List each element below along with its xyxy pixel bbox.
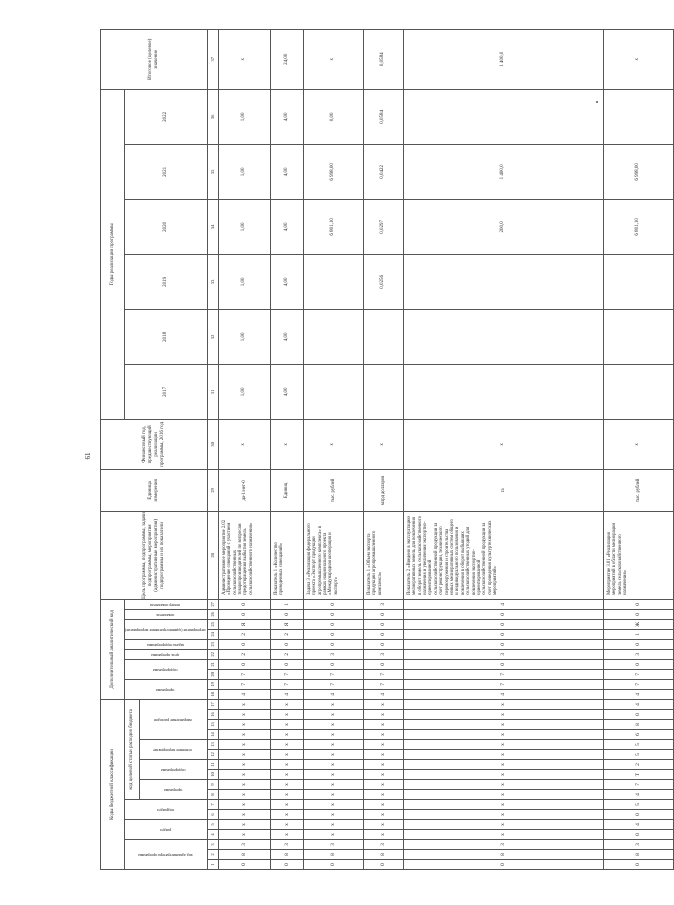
indicator-header: показатель	[125, 609, 208, 619]
code-cell: 7	[218, 679, 270, 689]
column-index-cell: 32	[207, 309, 218, 364]
year-value-cell: 0,0256	[363, 254, 403, 309]
code-cell: x	[303, 810, 363, 820]
code-cell: 0	[363, 619, 403, 629]
fin-year-cell: x	[270, 419, 303, 469]
code-cell: x	[218, 699, 270, 709]
code-cell: 2	[270, 649, 303, 659]
code-cell: 4	[303, 689, 363, 699]
code-cell: x	[270, 820, 303, 830]
code-cell: x	[270, 699, 303, 709]
year-value-cell: 6 998,00	[303, 144, 363, 199]
code-cell: x	[218, 770, 270, 780]
column-index-cell: 6	[207, 810, 218, 820]
code-cell: x	[303, 710, 363, 720]
table-row	[603, 29, 673, 869]
year-value-cell: 4,00	[270, 364, 303, 419]
code-cell: 4	[603, 689, 673, 699]
code-cell: 3	[218, 840, 270, 850]
code-cell: 0	[403, 639, 603, 649]
unit-cell: да-1/нет-0	[218, 469, 270, 511]
column-index-cell: 13	[207, 740, 218, 750]
year-2018-header: 2018	[125, 309, 208, 364]
code-cell: x	[270, 760, 303, 770]
code-cell: 0	[270, 639, 303, 649]
code-cell: x	[218, 710, 270, 720]
column-index-cell: 12	[207, 750, 218, 760]
column-index-cell: 25	[207, 619, 218, 629]
year-value-cell: 1,00	[218, 144, 270, 199]
column-index-cell: 27	[207, 599, 218, 609]
code-cell: 0	[303, 619, 363, 629]
year-value-cell	[603, 364, 673, 419]
code-cell: x	[270, 710, 303, 720]
code-cell: 0	[603, 599, 673, 609]
column-index-cell: 36	[207, 89, 218, 144]
code-cell: x	[218, 830, 270, 840]
code-cell: 2	[603, 760, 673, 770]
code-cell: x	[363, 750, 403, 760]
code-cell: 0	[363, 629, 403, 639]
fin-year-cell: x	[218, 419, 270, 469]
year-value-cell: 1,00	[218, 199, 270, 254]
code-cell: x	[303, 720, 363, 730]
code-cell: 8	[303, 850, 363, 860]
year-value-cell	[303, 254, 363, 309]
code-cell: 0	[218, 860, 270, 870]
table-row	[218, 29, 270, 869]
code-cell: 7	[603, 679, 673, 689]
code-cell: 0	[403, 860, 603, 870]
code-cell: Я	[218, 619, 270, 629]
code-cell: 0	[303, 609, 363, 619]
year-value-cell	[303, 309, 363, 364]
code-cell: 8	[363, 850, 403, 860]
year-value-cell	[603, 254, 673, 309]
final-value-cell: 24,00	[270, 29, 303, 89]
year-value-cell	[403, 364, 603, 419]
years-header: Годы реализации программы	[101, 89, 125, 419]
year-value-cell: 1,00	[218, 89, 270, 144]
admin-code-header: код администратора программы	[125, 840, 208, 870]
extra-subprogram-header: подпрограмма	[125, 659, 208, 679]
code-cell: x	[218, 740, 270, 750]
code-cell: 4	[218, 689, 270, 699]
column-index-cell: 8	[207, 790, 218, 800]
code-cell: 4	[363, 689, 403, 699]
code-cell: 3	[403, 649, 603, 659]
code-cell: 3	[303, 649, 363, 659]
indicator-number-header: номер показателя	[125, 599, 208, 609]
year-2019-header: 2019	[125, 254, 208, 309]
extra-code-header: Дополнительный аналитический код	[101, 599, 125, 699]
unit-cell: тыс. рублей	[303, 469, 363, 511]
code-cell: 4	[603, 790, 673, 800]
year-value-cell: 4,00	[270, 254, 303, 309]
code-cell: 0	[218, 639, 270, 649]
goal-header: цель программы	[125, 649, 208, 659]
program-indicators-table	[100, 29, 674, 870]
year-2022-header: 2022	[125, 89, 208, 144]
code-cell: 7	[403, 679, 603, 689]
code-cell: 7	[603, 669, 673, 679]
code-cell: 0	[270, 860, 303, 870]
code-cell: 3	[363, 649, 403, 659]
code-cell: x	[270, 830, 303, 840]
column-index-cell: 23	[207, 639, 218, 649]
code-cell: x	[403, 710, 603, 720]
code-cell: 0	[603, 609, 673, 619]
code-cell: x	[270, 810, 303, 820]
code-cell: x	[363, 699, 403, 709]
target-subprogram-header: подпрограмма	[140, 760, 208, 780]
code-cell: 0	[303, 599, 363, 609]
column-index-row	[207, 29, 218, 869]
year-value-cell: 1,00	[218, 254, 270, 309]
code-cell: x	[303, 740, 363, 750]
code-cell: 8	[270, 850, 303, 860]
column-index-cell: 24	[207, 629, 218, 639]
code-cell: 5	[603, 750, 673, 760]
code-cell: 0	[303, 860, 363, 870]
table-row	[270, 29, 303, 869]
code-cell: x	[270, 730, 303, 740]
year-value-cell: 0,0584	[363, 89, 403, 144]
code-cell: 1	[603, 629, 673, 639]
column-index-cell: 10	[207, 770, 218, 780]
year-value-cell: 4,00	[270, 309, 303, 364]
column-index-cell: 29	[207, 469, 218, 511]
year-value-cell: 1 400,0	[403, 144, 603, 199]
year-value-cell	[363, 309, 403, 364]
column-index-cell: 34	[207, 199, 218, 254]
code-cell: 0	[303, 639, 363, 649]
final-value-cell: x	[218, 29, 270, 89]
code-cell: 7	[403, 669, 603, 679]
final-value-cell: x	[603, 29, 673, 89]
goal-name-header: Цель программы, подпрограммы, задачи подпрограммы, мероприятия (административные мероприятия) подпрограммы и их показатели	[101, 511, 208, 599]
code-cell: x	[403, 699, 603, 709]
column-index-cell: 5	[207, 820, 218, 830]
target-program-header: программа	[140, 780, 208, 800]
code-cell: 0	[363, 860, 403, 870]
code-cell: x	[303, 790, 363, 800]
row-name-cell: Задача 3 «Реализация федерального проекта «Экспорт продукции агропромышленного комплекса» в рамках национального проекта «Международная кооперация и экспорт»	[303, 511, 363, 599]
code-cell: 7	[603, 780, 673, 790]
code-cell: 0	[363, 659, 403, 669]
code-cell: 7	[218, 669, 270, 679]
code-cell: x	[363, 780, 403, 790]
code-cell: x	[303, 830, 363, 840]
column-index-cell: 9	[207, 780, 218, 790]
final-value-header: Итоговое (целевое) значение	[101, 29, 208, 89]
code-cell: 0	[218, 599, 270, 609]
code-cell: 0	[363, 639, 403, 649]
target-article-header: код целевой статьи расходов бюджета	[125, 699, 140, 799]
target-main-event-header: основное мероприятие	[140, 740, 208, 760]
code-cell: x	[218, 730, 270, 740]
code-cell: 4	[603, 699, 673, 709]
code-cell: 8	[403, 850, 603, 860]
year-value-cell: 6 998,00	[603, 144, 673, 199]
unit-cell: млрд долларов	[363, 469, 403, 511]
code-cell: 0	[403, 629, 603, 639]
code-cell: 3	[270, 840, 303, 850]
row-name-cell: Административное мероприятие 2.02 «Проведение совещаний с участием сельскохозяйственных товаропроизводителей по вопросам предотвращения выбытия земель сельскохозяйственного назначения»	[218, 511, 270, 599]
year-value-cell: 4,00	[270, 199, 303, 254]
code-cell: 4	[603, 820, 673, 830]
code-cell: Ж	[603, 619, 673, 629]
code-cell: x	[303, 800, 363, 810]
column-index-cell: 30	[207, 419, 218, 469]
code-cell: 4	[270, 689, 303, 699]
unit-cell: га	[403, 469, 603, 511]
code-cell: 8	[218, 850, 270, 860]
code-cell: x	[218, 760, 270, 770]
column-index-cell: 22	[207, 649, 218, 659]
table-row	[303, 29, 363, 869]
code-cell: 0	[270, 659, 303, 669]
code-cell: x	[270, 740, 303, 750]
column-index-cell: 15	[207, 720, 218, 730]
year-value-cell: 0,0297	[363, 199, 403, 254]
year-value-cell: 0,0422	[363, 144, 403, 199]
code-cell: 7	[303, 679, 363, 689]
code-cell: x	[303, 750, 363, 760]
code-cell: x	[218, 790, 270, 800]
code-cell: 2	[218, 629, 270, 639]
column-index-cell: 2	[207, 850, 218, 860]
year-value-cell	[403, 254, 603, 309]
code-cell: 0	[363, 609, 403, 619]
code-cell: x	[218, 720, 270, 730]
year-value-cell: 1,00	[218, 364, 270, 419]
code-cell: 0	[603, 710, 673, 720]
code-cell: x	[303, 770, 363, 780]
fin-year-cell: x	[303, 419, 363, 469]
target-direction-header: направление расходов	[140, 699, 208, 739]
year-value-cell	[403, 89, 603, 144]
fin-year-cell: x	[403, 419, 603, 469]
code-cell: x	[403, 800, 603, 810]
column-index-cell: 35	[207, 144, 218, 199]
fin-year-cell: x	[363, 419, 403, 469]
code-cell: 3	[603, 840, 673, 850]
code-cell: x	[303, 780, 363, 790]
code-cell: x	[363, 760, 403, 770]
code-cell: 7	[270, 669, 303, 679]
year-value-cell: 6 801,10	[303, 199, 363, 254]
code-cell: x	[270, 720, 303, 730]
code-cell: x	[363, 800, 403, 810]
year-value-cell: 0,00	[303, 89, 363, 144]
code-cell: 3	[603, 649, 673, 659]
year-value-cell	[403, 309, 603, 364]
code-cell: 2	[270, 629, 303, 639]
code-cell: 0	[303, 629, 363, 639]
column-index-cell: 37	[207, 29, 218, 89]
code-cell: x	[270, 790, 303, 800]
code-cell: x	[303, 760, 363, 770]
code-cell: 0	[603, 860, 673, 870]
year-value-cell	[363, 364, 403, 419]
column-index-cell: 31	[207, 364, 218, 419]
code-cell: 7	[363, 669, 403, 679]
row-name-cell: Показатель 1 «Объем экспорта продукции агропромышленного комплекса»	[363, 511, 403, 599]
code-cell: x	[403, 720, 603, 730]
code-cell: x	[363, 740, 403, 750]
column-index-cell: 33	[207, 254, 218, 309]
code-cell: 0	[403, 619, 603, 629]
row-name-cell: Мероприятие 3.01 «Реализация мероприятий в области мелиорации земель сельскохозяйственного назначения»	[603, 511, 673, 599]
column-index-cell: 14	[207, 730, 218, 740]
year-2017-header: 2017	[125, 364, 208, 419]
table-row	[403, 29, 603, 869]
column-index-cell: 1	[207, 860, 218, 870]
code-cell: x	[218, 810, 270, 820]
code-cell: 0	[303, 659, 363, 669]
code-cell: x	[218, 820, 270, 830]
table-row	[363, 29, 403, 869]
code-cell: x	[363, 710, 403, 720]
code-cell: x	[403, 830, 603, 840]
code-cell: x	[270, 750, 303, 760]
event-header: мероприятие (административное мероприятие)	[125, 619, 208, 639]
column-index-cell: 28	[207, 511, 218, 599]
code-cell: x	[363, 730, 403, 740]
code-cell: 0	[218, 609, 270, 619]
budget-codes-header: Коды бюджетной классификации	[101, 699, 125, 869]
year-value-cell: 6 801,10	[603, 199, 673, 254]
column-index-cell: 7	[207, 800, 218, 810]
code-cell: x	[403, 820, 603, 830]
code-cell: 8	[603, 850, 673, 860]
final-value-cell: 1 400,0	[403, 29, 603, 89]
page-number: 61	[84, 452, 92, 460]
code-cell: 7	[363, 679, 403, 689]
unit-cell: Единиц	[270, 469, 303, 511]
column-index-cell: 16	[207, 710, 218, 720]
column-index-cell: 18	[207, 689, 218, 699]
final-value-cell: 0,0584	[363, 29, 403, 89]
code-cell: Я	[270, 619, 303, 629]
code-cell: 3	[363, 840, 403, 850]
code-cell: 0	[218, 659, 270, 669]
year-2020-header: 2020	[125, 199, 208, 254]
year-value-cell: 1,00	[218, 309, 270, 364]
subsection-header: подраздел	[125, 800, 208, 820]
row-name-cell: Показатель 1 «Количество проведенных совещаний»	[270, 511, 303, 599]
unit-header: Единица измерения	[101, 469, 208, 511]
code-cell: 0	[270, 609, 303, 619]
code-cell: 3	[363, 599, 403, 609]
column-index-cell: 26	[207, 609, 218, 619]
code-cell: x	[363, 770, 403, 780]
code-cell: x	[303, 730, 363, 740]
code-cell: x	[363, 810, 403, 820]
code-cell: x	[403, 760, 603, 770]
code-cell: x	[363, 720, 403, 730]
year-2021-header: 2021	[125, 144, 208, 199]
code-cell: x	[363, 830, 403, 840]
code-cell: x	[403, 750, 603, 760]
task-header: задача подпрограммы	[125, 639, 208, 649]
code-cell: 3	[403, 840, 603, 850]
code-cell: x	[303, 699, 363, 709]
code-cell: x	[270, 780, 303, 790]
code-cell: x	[363, 790, 403, 800]
fin-year-cell: x	[603, 419, 673, 469]
year-value-cell: 4,00	[270, 144, 303, 199]
column-index-cell: 3	[207, 840, 218, 850]
code-cell: 6	[603, 730, 673, 740]
fin-year-header: Финансовый год, предшествующий реализации программы, 2016 год	[101, 419, 208, 469]
code-cell: x	[303, 820, 363, 830]
code-cell: x	[270, 770, 303, 780]
year-value-cell	[303, 364, 363, 419]
section-header: раздел	[125, 820, 208, 840]
column-index-cell: 17	[207, 699, 218, 709]
final-value-cell: x	[303, 29, 363, 89]
code-cell: x	[403, 810, 603, 820]
code-cell: x	[403, 730, 603, 740]
code-cell: 2	[218, 649, 270, 659]
code-cell: 0	[403, 609, 603, 619]
code-cell: 5	[603, 800, 673, 810]
code-cell: 1	[270, 599, 303, 609]
column-index-cell: 4	[207, 830, 218, 840]
code-cell: 0	[603, 639, 673, 649]
code-cell: x	[218, 750, 270, 760]
year-value-cell: 4,00	[270, 89, 303, 144]
rotated-table-container	[100, 38, 642, 870]
code-cell: 0	[403, 659, 603, 669]
column-index-cell: 21	[207, 659, 218, 669]
extra-program-header: программа	[125, 679, 208, 699]
code-cell: 0	[603, 830, 673, 840]
code-cell: 0	[603, 810, 673, 820]
code-cell: x	[403, 740, 603, 750]
code-cell: 7	[303, 669, 363, 679]
code-cell: 3	[303, 840, 363, 850]
code-cell: 4	[403, 599, 603, 609]
code-cell: 4	[403, 689, 603, 699]
code-cell: Т	[603, 770, 673, 780]
row-name-cell: Показатель 2 «Введено в эксплуатацию мелиоративных земель для вовлечения в оборот земель сельскохозяйственного назначения и увеличения экспортно-ориентированной сельскохозяйственной продукции за счет реконструкции, технического перевооружения и строительства новых мелиоративных систем общего и индивидуального пользования и вовлечения в оборот выбывших сельскохозяйственных угодий для вовлечения экспортно-ориентированной сельскохозяйственной продукции за счет проведения культуртехнических мероприятий»	[403, 511, 603, 599]
code-cell: x	[270, 800, 303, 810]
unit-cell: тыс. рублей	[603, 469, 673, 511]
year-value-cell: 200,0	[403, 199, 603, 254]
code-cell: 8	[603, 720, 673, 730]
column-index-cell: 19	[207, 679, 218, 689]
column-index-cell: 11	[207, 760, 218, 770]
code-cell: x	[403, 780, 603, 790]
code-cell: x	[403, 770, 603, 780]
code-cell: x	[218, 800, 270, 810]
code-cell: x	[218, 780, 270, 790]
year-value-cell	[603, 309, 673, 364]
code-cell: x	[363, 820, 403, 830]
code-cell: 0	[603, 659, 673, 669]
code-cell: x	[403, 790, 603, 800]
code-cell: 7	[270, 679, 303, 689]
column-index-cell: 20	[207, 669, 218, 679]
code-cell: 5	[603, 740, 673, 750]
year-value-cell	[603, 89, 673, 144]
